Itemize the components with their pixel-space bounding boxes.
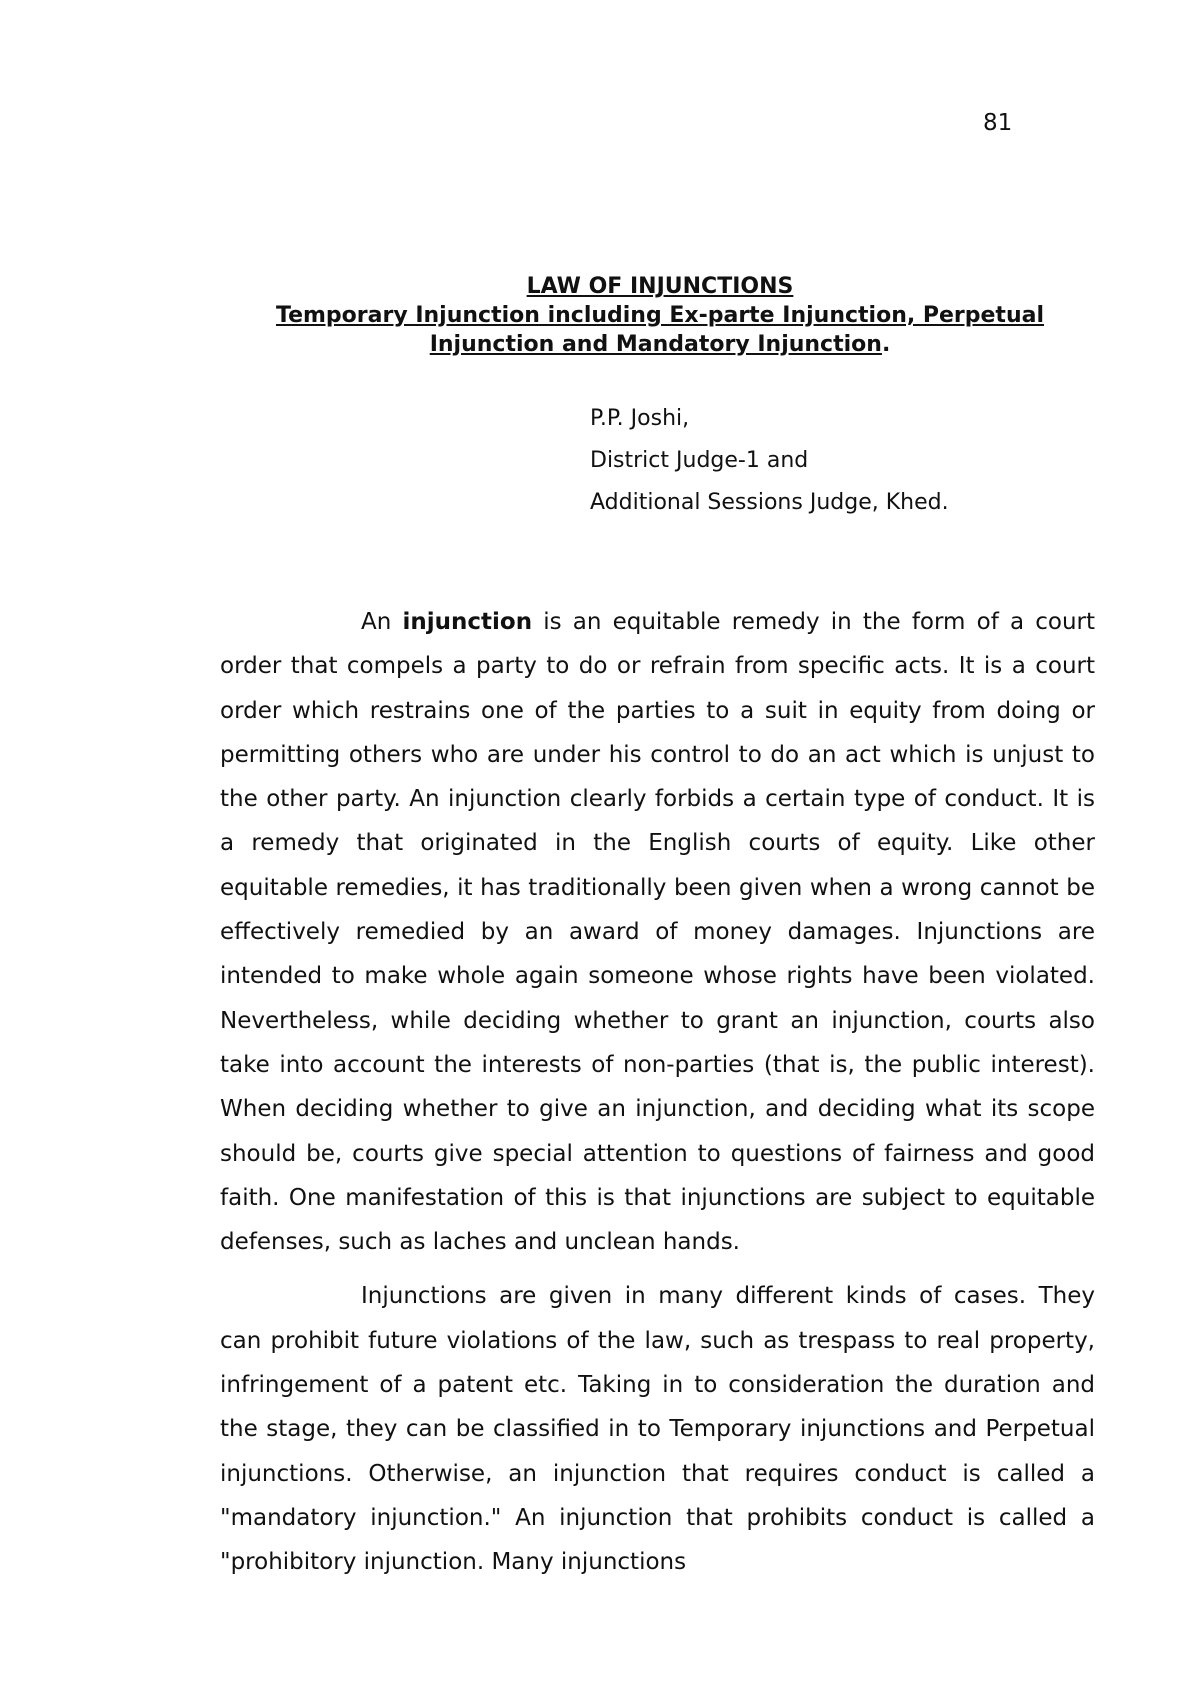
author-name: P.P. Joshi, [590, 406, 690, 431]
author-designation-2: Additional Sessions Judge, Khed. [590, 490, 949, 515]
term-injunction: injunction [402, 609, 533, 635]
paragraph-1-text: is an equitable remedy in the form of a court order that compels a party to do or refrain from specific acts. It is a court order which restrains one of the parties to a suit in equity from doing or permitting others who are under his control to do an act which is unjust to the other party. An injunction clearly forbids a certain type of conduct. It is a remedy that originated in the English courts of equity. Like other equitable remedies, it has traditionally been given when a wrong cannot be effectively remedied by an award of money damages. Injunctions are intended to make whole again someone whose rights have been violated. Nevertheless, while deciding whether to grant an injunction, courts also take into account the interests of non-parties (that is, the public interest). When deciding whether to give an injunction, and deciding what its scope should be, courts give special attention to questions of fairness and good faith. One manifestation of this is that injunctions are subject to equitable defenses, such as laches and unclean hands. [220, 609, 1095, 1256]
page-number: 81 [983, 110, 1013, 136]
document-title: LAW OF INJUNCTIONS [526, 274, 794, 299]
body-text [220, 600, 1095, 1585]
title-block [160, 272, 1160, 359]
document-subtitle-line2-wrapper [160, 330, 1160, 359]
paragraph-1-lead: An [361, 609, 403, 635]
author-designation-1: District Judge-1 and [590, 448, 809, 473]
document-subtitle-line2: Injunction and Mandatory Injunction [429, 332, 882, 357]
author-block [590, 398, 949, 524]
paragraph-2: Injunctions are given in many different kinds of cases. They can prohibit future violations of the law, such as trespass to real property, infringement of a patent etc. Taking in to consideration the duration and the stage, they can be classified in to Temporary injunctions and Perpetual injunctions. Otherwise, an injunction that requires conduct is called a "mandatory injunction." An injunction that prohibits conduct is called a "prohibitory injunction. Many injunctions [220, 1283, 1095, 1576]
document-subtitle-line1: Temporary Injunction including Ex-parte Injunction, Perpetual [275, 303, 1044, 328]
subtitle-period: . [881, 332, 891, 357]
paragraph-1 [220, 600, 1095, 1264]
